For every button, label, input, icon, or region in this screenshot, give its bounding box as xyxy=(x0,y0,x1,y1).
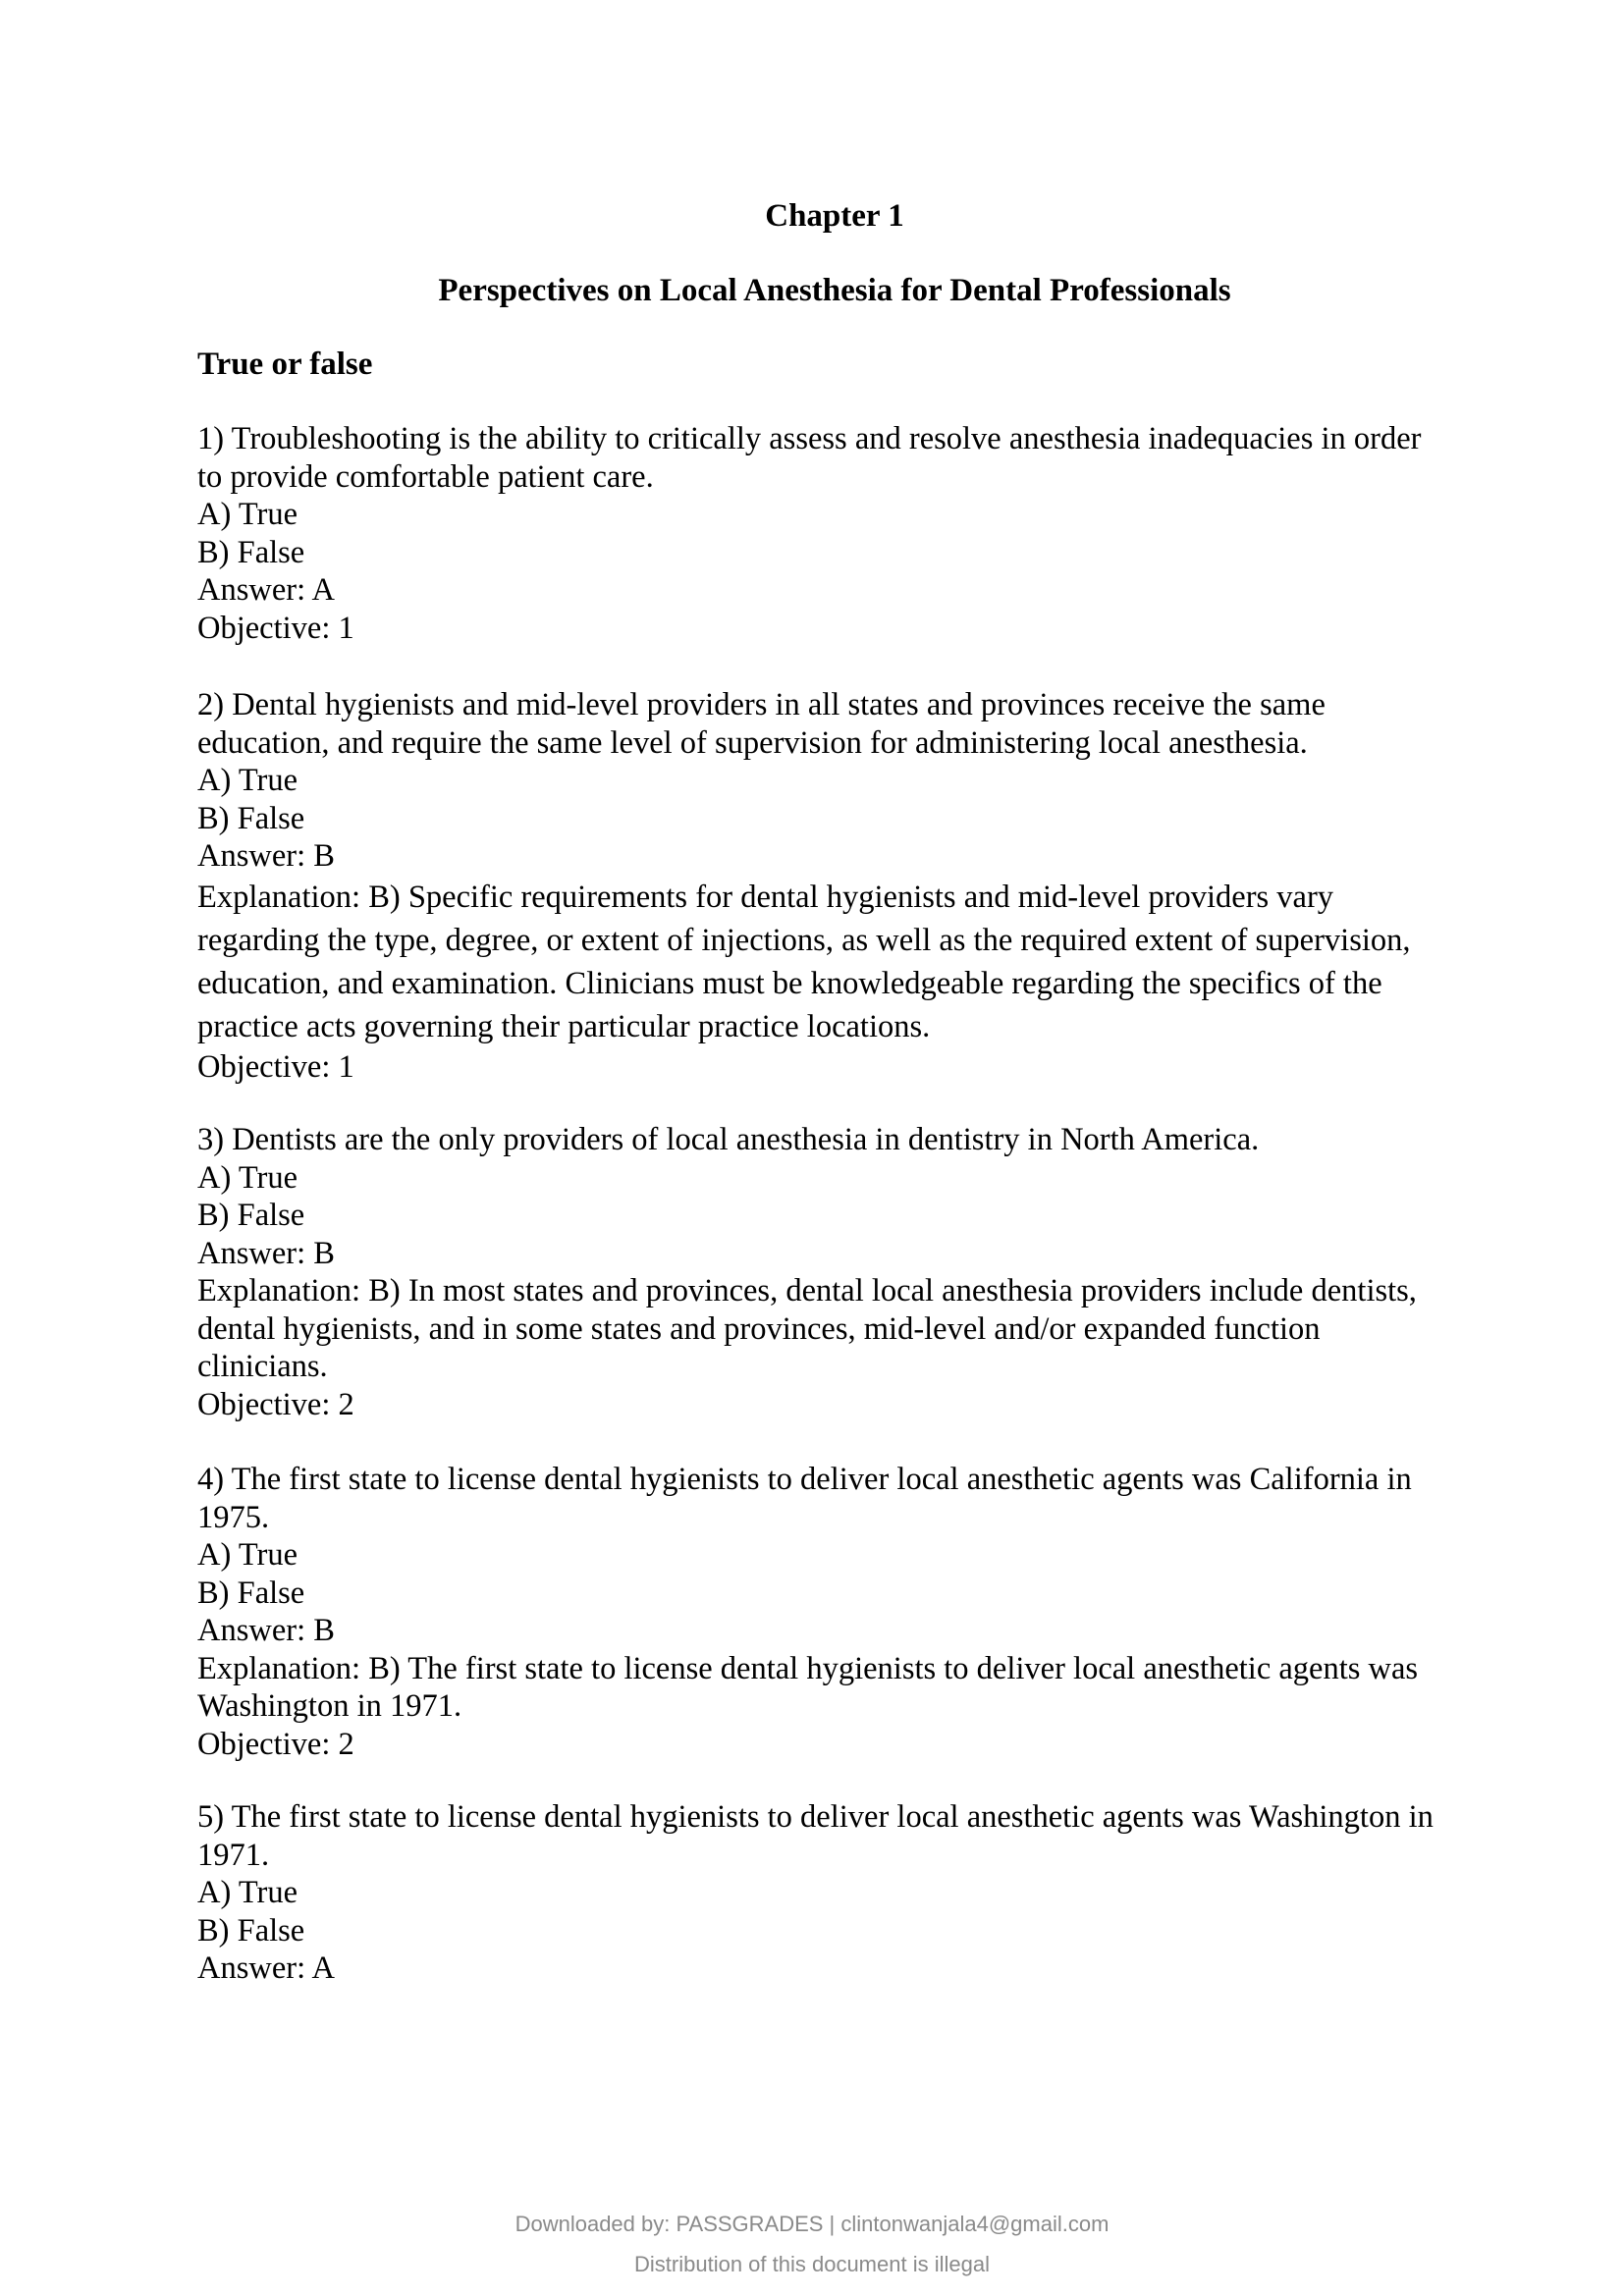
objective: Objective: 1 xyxy=(197,610,354,646)
question-stem-line: 5) The first state to license dental hygienists to deliver local anesthetic agents was Washington in xyxy=(197,1799,1434,1835)
explanation xyxy=(197,876,1493,1048)
question-5 xyxy=(197,1798,1493,1988)
question-stem-line: 1975. xyxy=(197,1499,270,1535)
answer: Answer: A xyxy=(197,572,335,608)
question-stem-line: 2) Dental hygienists and mid-level providers in all states and provinces receive the same xyxy=(197,687,1326,722)
option-b: B) False xyxy=(197,1575,305,1611)
option-b: B) False xyxy=(197,1198,305,1233)
download-notice: Downloaded by: PASSGRADES | clintonwanjala4@gmail.com xyxy=(514,2212,1110,2236)
question-4 xyxy=(197,1461,1493,1763)
objective: Objective: 2 xyxy=(197,1386,354,1422)
explanation-line: education, and examination. Clinicians must be knowledgeable regarding the specifics of the xyxy=(197,965,1382,1001)
explanation-line: regarding the type, degree, or extent of injections, as well as the required extent of supervision, xyxy=(197,922,1411,958)
section-heading: True or false xyxy=(197,347,373,382)
question-stem-line: to provide comfortable patient care. xyxy=(197,458,654,495)
chapter-heading: Chapter 1 xyxy=(765,198,904,234)
explanation-line: Washington in 1971. xyxy=(197,1688,462,1724)
option-a: A) True xyxy=(197,1875,298,1910)
explanation-line: practice acts governing their particular practice locations. xyxy=(197,1008,931,1044)
answer: Answer: B xyxy=(197,1613,335,1648)
distribution-notice: Distribution of this document is illegal xyxy=(634,2252,990,2276)
question-2 xyxy=(197,686,1493,1086)
objective: Objective: 1 xyxy=(197,1048,354,1085)
question-stem-line: 1971. xyxy=(197,1837,270,1873)
option-a: A) True xyxy=(197,1159,298,1196)
explanation-line: clinicians. xyxy=(197,1349,328,1384)
option-a: A) True xyxy=(197,497,298,532)
option-a: A) True xyxy=(197,1537,298,1573)
explanation-line: Explanation: B) The first state to license dental hygienists to deliver local anesthetic agents was xyxy=(197,1650,1419,1686)
question-1 xyxy=(197,420,1493,647)
question-stem-line: education, and require the same level of supervision for administering local anesthesia. xyxy=(197,724,1308,761)
explanation-line: dental hygienists, and in some states and provinces, mid-level and/or expanded function xyxy=(197,1310,1321,1347)
question-stem-line: 4) The first state to license dental hygienists to deliver local anesthetic agents was California in xyxy=(197,1462,1412,1497)
explanation-line: Explanation: B) Specific requirements for dental hygienists and mid-level providers vary xyxy=(197,879,1334,915)
objective: Objective: 2 xyxy=(197,1726,354,1762)
question-stem-line: 1) Troubleshooting is the ability to critically assess and resolve anesthesia inadequacies in order xyxy=(197,421,1422,456)
option-a: A) True xyxy=(197,763,298,798)
chapter-title: Perspectives on Local Anesthesia for Dental Professionals xyxy=(438,273,1231,308)
answer: Answer: A xyxy=(197,1950,335,1986)
option-b: B) False xyxy=(197,534,305,570)
explanation-line: Explanation: B) In most states and provinces, dental local anesthesia providers include dentists, xyxy=(197,1273,1417,1308)
answer: Answer: B xyxy=(197,838,335,874)
answer: Answer: B xyxy=(197,1235,335,1271)
option-b: B) False xyxy=(197,1912,305,1949)
option-b: B) False xyxy=(197,800,305,836)
question-3 xyxy=(197,1121,1493,1423)
question-stem-line: 3) Dentists are the only providers of local anesthesia in dentistry in North America. xyxy=(197,1122,1260,1157)
